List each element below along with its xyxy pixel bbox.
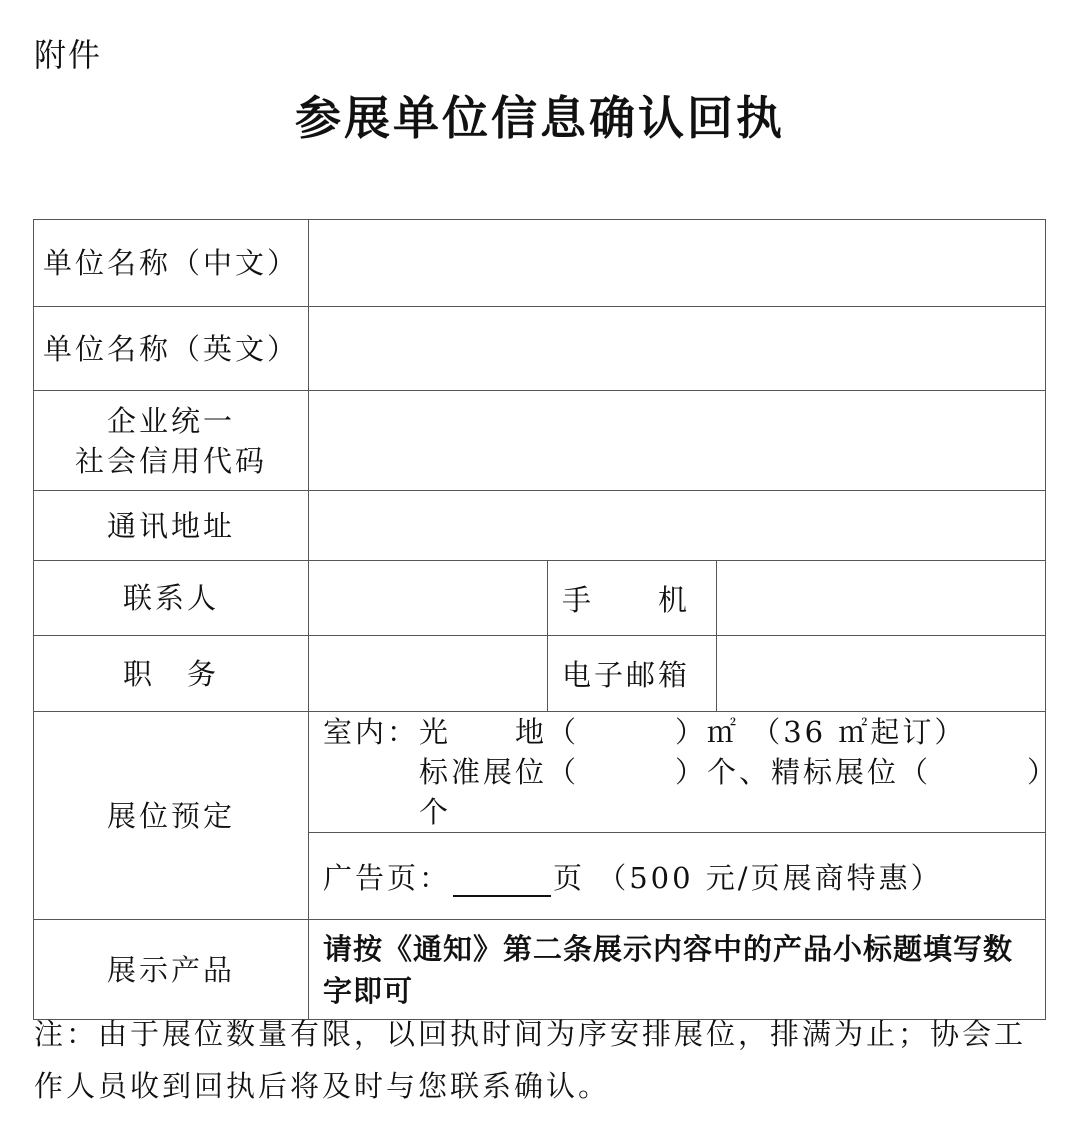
ad-page-suffix: 页 （500 元/页展商特惠）: [553, 860, 943, 895]
mobile-label: 手 机: [548, 561, 717, 636]
credit-code-label-line1: 企业统一: [106, 403, 235, 438]
address-field[interactable]: [309, 491, 1046, 561]
ad-page-cell: [309, 833, 1046, 920]
table-row: [34, 561, 1046, 636]
products-label: 展示产品: [34, 920, 309, 1020]
ad-page-prefix: 广告页：: [323, 860, 452, 895]
booth-options-line2: 标准展位（ ）个、精标展位（ ）个: [419, 755, 1045, 829]
name-cn-label: 单位名称（中文）: [34, 220, 309, 307]
credit-code-label-line2: 社会信用代码: [74, 443, 267, 478]
attachment-label: 附件: [34, 36, 103, 74]
email-label: 电子邮箱: [548, 636, 717, 712]
credit-code-field[interactable]: [309, 391, 1046, 491]
credit-code-label: [34, 391, 309, 491]
address-label: 通讯地址: [34, 491, 309, 561]
booth-label: 展位预定: [34, 712, 309, 920]
position-field[interactable]: [309, 636, 548, 712]
booth-options-line1: 室内：光 地（ ）㎡ （36 ㎡起订）: [323, 715, 967, 749]
table-row: [34, 307, 1046, 391]
mobile-field[interactable]: [717, 561, 1046, 636]
table-row: [34, 491, 1046, 561]
products-instruction: 请按《通知》第二条展示内容中的产品小标题填写数字即可: [309, 920, 1046, 1020]
table-row: [34, 391, 1046, 491]
booth-options-cell: [309, 712, 1046, 833]
contact-field[interactable]: [309, 561, 548, 636]
exhibitor-info-table: [33, 219, 1046, 1020]
table-row: [34, 220, 1046, 307]
table-row: [34, 920, 1046, 1020]
ad-page-blank[interactable]: [453, 867, 551, 897]
position-label: 职 务: [34, 636, 309, 712]
table-row: [34, 712, 1046, 833]
table-row: [34, 636, 1046, 712]
footnote: 注：由于展位数量有限，以回执时间为序安排展位，排满为止；协会工作人员收到回执后将及时与您联系确认。: [34, 1017, 1027, 1103]
name-en-field[interactable]: [309, 307, 1046, 391]
page-title: 参展单位信息确认回执: [295, 91, 785, 145]
name-en-label: 单位名称（英文）: [34, 307, 309, 391]
email-field[interactable]: [717, 636, 1046, 712]
name-cn-field[interactable]: [309, 220, 1046, 307]
contact-label: 联系人: [34, 561, 309, 636]
